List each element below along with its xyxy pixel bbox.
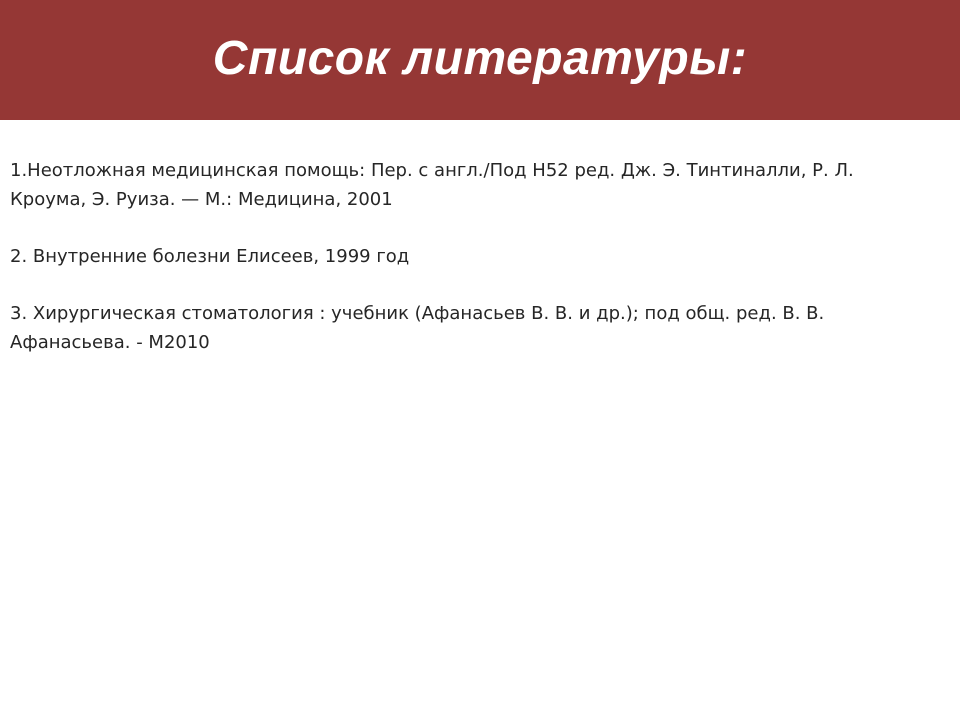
slide-title: Список литературы: [212,31,748,85]
reference-1-line-2: Кроума, Э. Руиза. — М.: Медицина, 2001 [10,189,393,210]
title-banner [0,0,960,120]
reference-3-line-1: 3. Хирургическая стоматология : учебник (Афанасьев В. В. и др.); под общ. ред. В. В. [10,303,825,324]
reference-list [10,156,930,385]
reference-item-2 [10,242,930,271]
reference-3-line-2: Афанасьева. - М2010 [10,332,210,353]
reference-item-1 [10,156,930,214]
reference-1-line-1: 1.Неотложная медицинская помощь: Пер. с англ./Под Н52 ред. Дж. Э. Тинтиналли, Р. Л. [10,160,854,181]
reference-2-line-1: 2. Внутренние болезни Елисеев, 1999 год [10,246,410,267]
reference-item-3 [10,299,930,357]
